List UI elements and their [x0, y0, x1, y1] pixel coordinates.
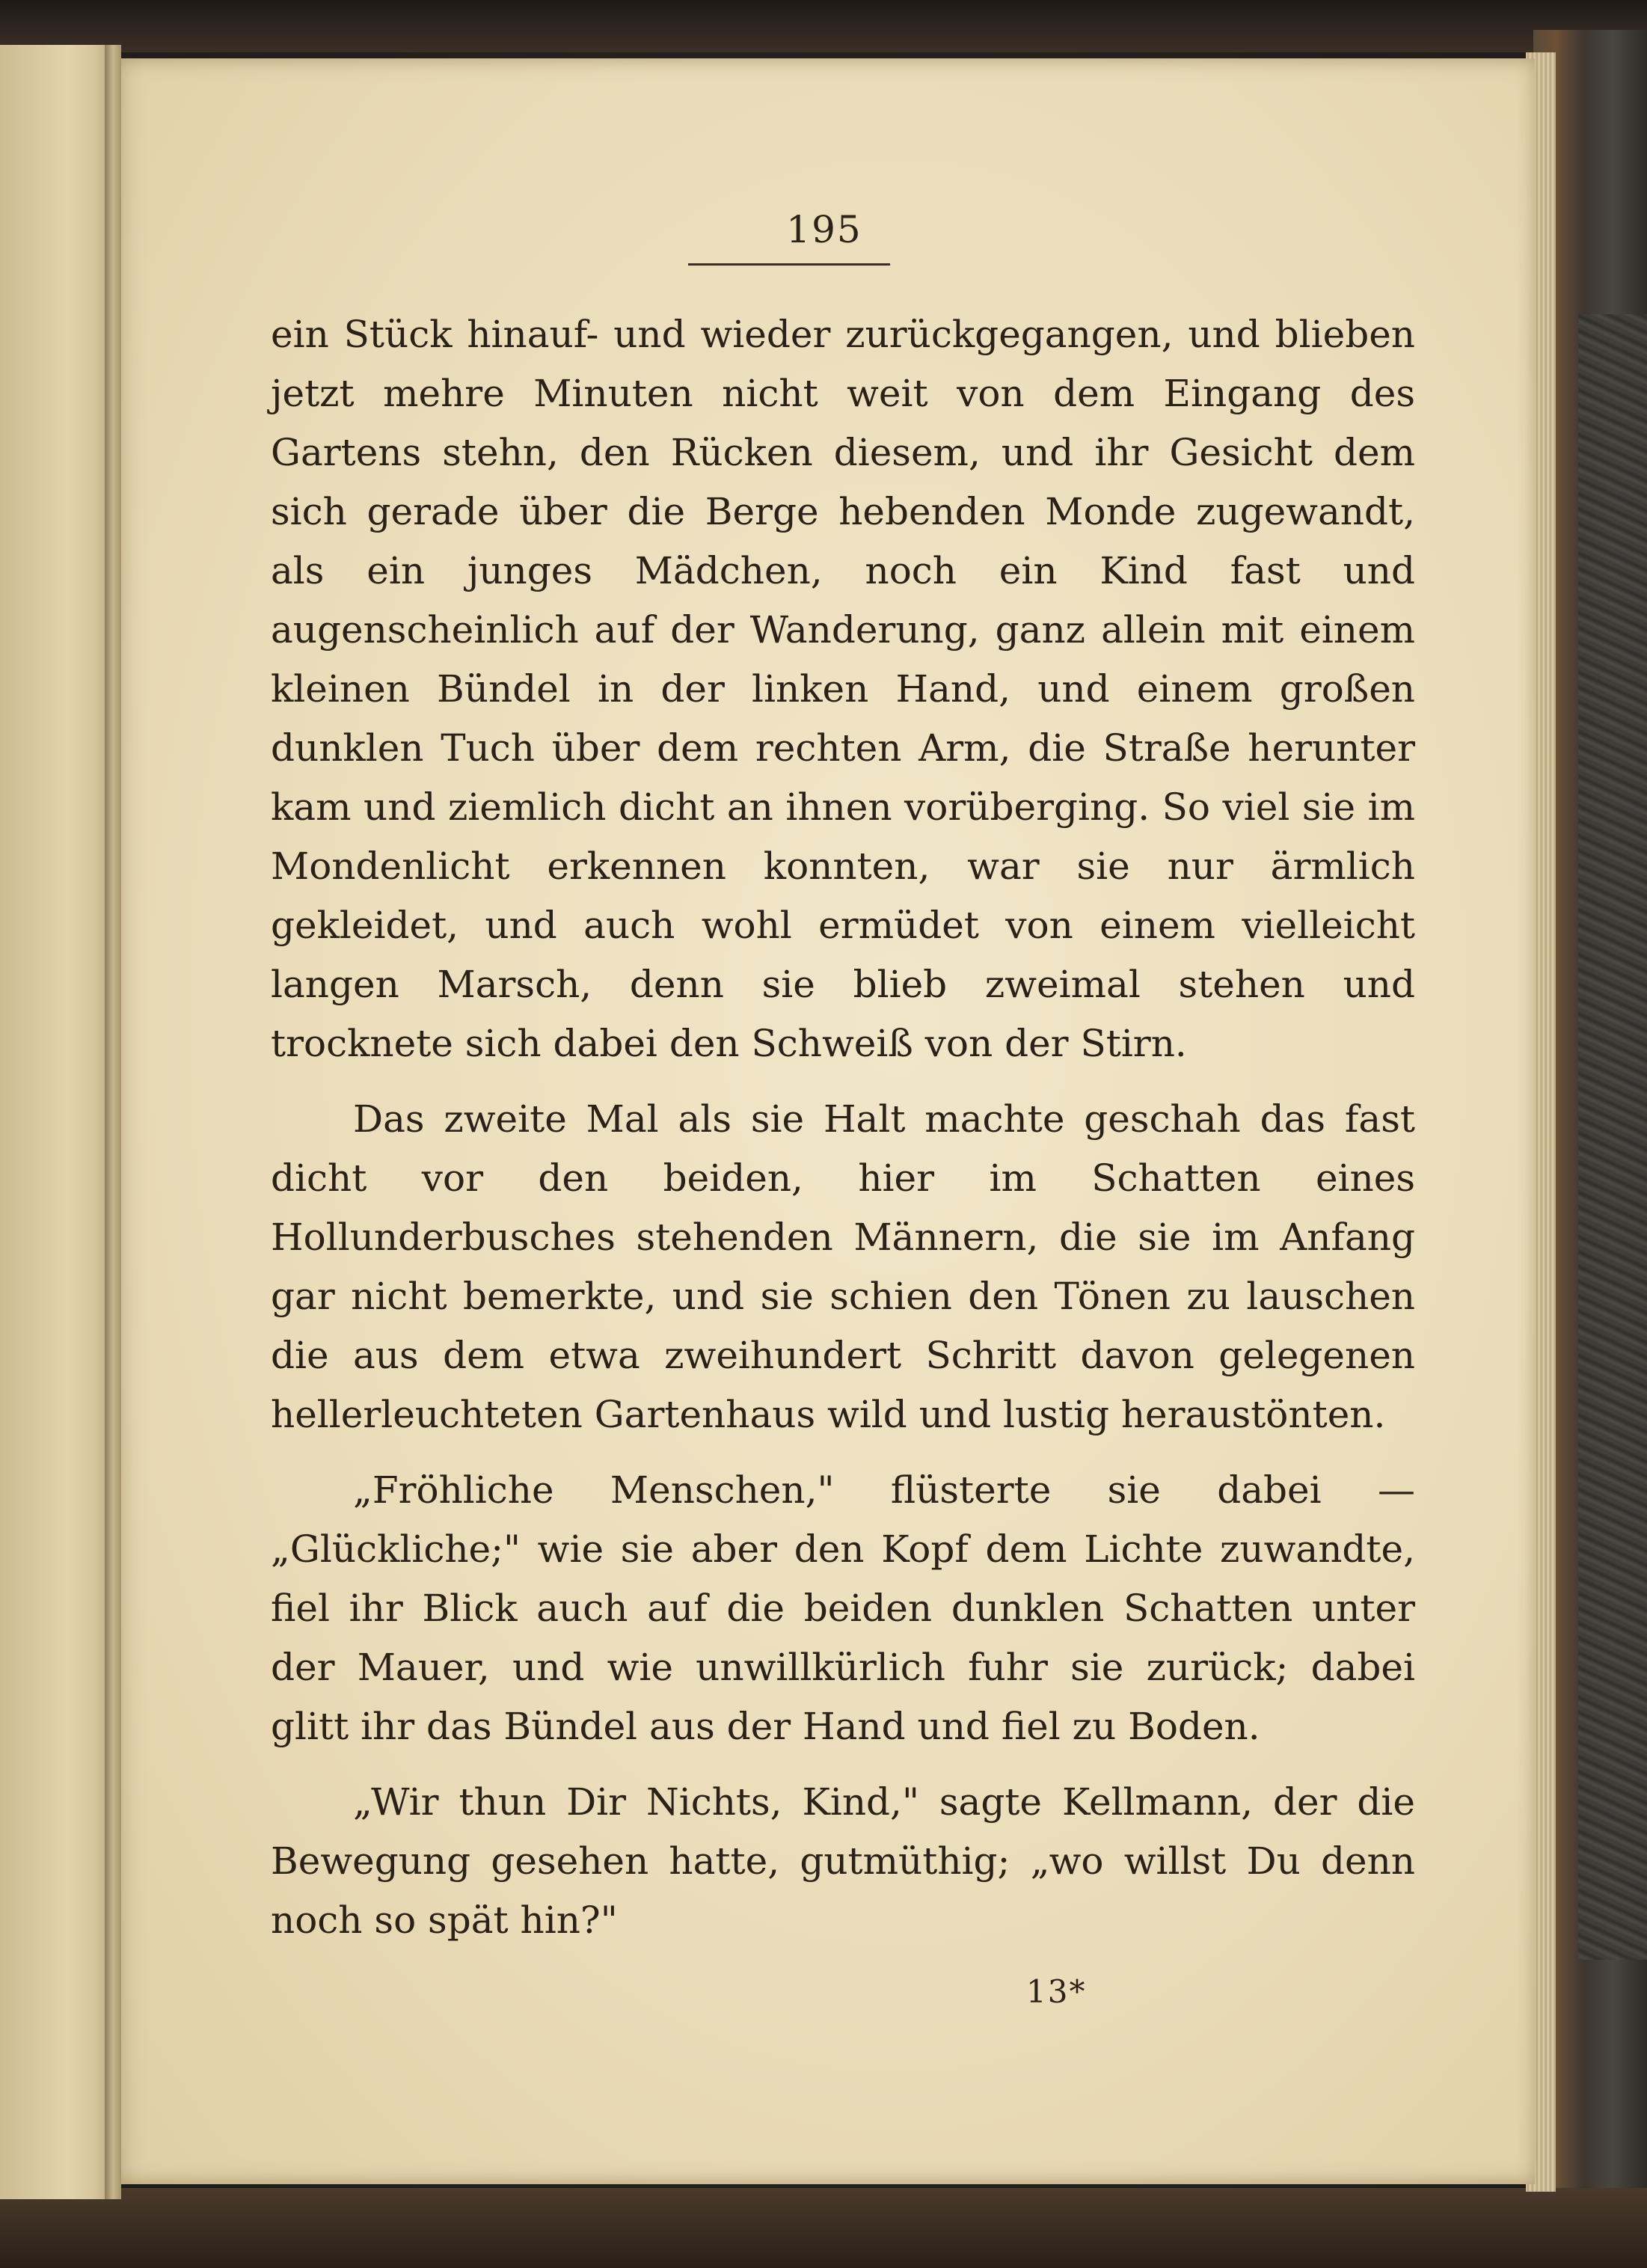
body-text [271, 305, 1415, 1950]
printer-signature: 13* [1026, 1973, 1087, 2010]
left-facing-page [0, 45, 112, 2199]
paragraph-4: „Wir thun Dir Nichts, Kind," sagte Kellmann, der die Bewegung gesehen hatte, gutmüthig; „wo willst Du denn noch so spät hin?" [271, 1780, 1415, 1942]
leather-texture [1578, 314, 1647, 1960]
paragraph-1: ein Stück hinauf- und wieder zurückgegangen, und blieben jetzt mehre Minuten nicht weit von dem Eingang des Gartens stehn, den Rücken diesem, und ihr Gesicht dem sich gerade über die Berge hebenden Monde zugewandt, als ein junges Mädchen, noch ein Kind fast und augenscheinlich auf der Wanderung, ganz allein mit einem kleinen Bündel in der linken Hand, und einem großen dunklen Tuch über dem rechten Arm, die Straße herunter kam und ziemlich dicht an ihnen vorüberging. So viel sie im Mondenlicht erkennen konnten, war sie nur ärmlich gekleidet, und auch wohl ermüdet von einem vielleicht langen Marsch, denn sie blieb zweimal stehen und trocknete sich dabei den Schweiß von der Stirn. [271, 313, 1415, 1065]
book-cover-top [0, 0, 1647, 52]
header-rule [688, 263, 890, 266]
book-cover-bottom [0, 2188, 1647, 2268]
page-number: 195 [786, 208, 862, 251]
paragraph-3: „Fröhliche Menschen," flüsterte sie dabei — „Glückliche;" wie sie aber den Kopf dem Lichte zuwandte, fiel ihr Blick auch auf die beiden dunklen Schatten unter der Mauer, und wie unwillkürlich fuhr sie zurück; dabei glitt ihr das Bündel aus der Hand und fiel zu Boden. [271, 1468, 1415, 1748]
paragraph-2: Das zweite Mal als sie Halt machte geschah das fast dicht vor den beiden, hier im Schatten eines Hollunderbusches stehenden Männern, die sie im Anfang gar nicht bemerkte, und sie schien den Tönen zu lauschen die aus dem etwa zweihundert Schritt davon gelegenen hellerleuchteten Gartenhaus wild und lustig heraustönten. [271, 1097, 1415, 1436]
page-gutter [105, 45, 121, 2199]
book-page [114, 58, 1535, 2184]
